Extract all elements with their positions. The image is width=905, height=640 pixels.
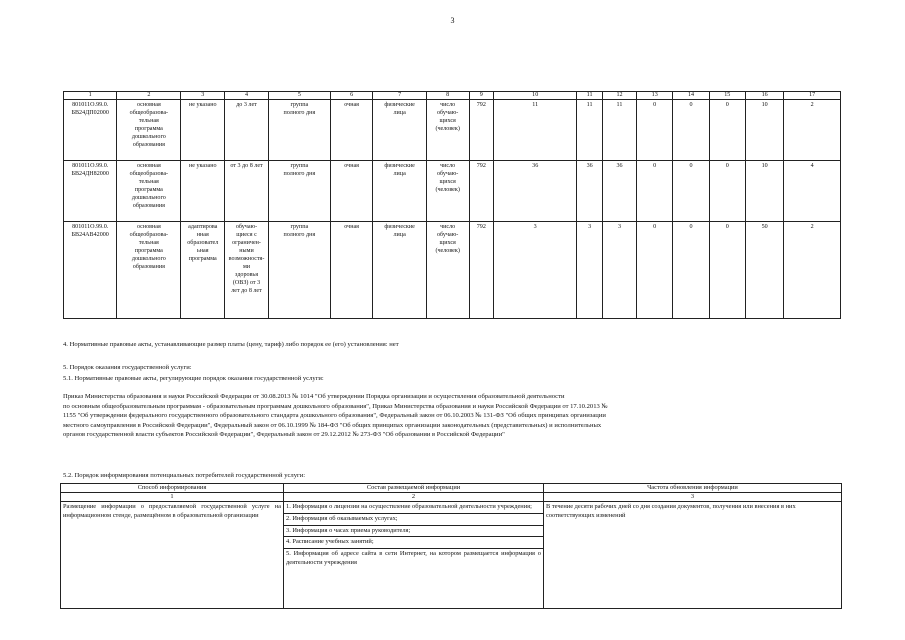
cell-line: полного дня <box>283 232 316 238</box>
cell-line: образовател <box>187 240 219 246</box>
cell-line: БВ24АВ42000 <box>71 232 109 238</box>
cell-line: образования <box>132 264 165 270</box>
legal-line: 1155 "Об утверждении федерального государственного образовательного стандарта дошкольного образования", Федеральный закон от 06.10.2003 № 131-ФЗ "Об общих принципах организации <box>63 412 606 419</box>
cell-line: основная <box>136 163 161 169</box>
cell-line: ными <box>239 248 254 254</box>
value-cell: 0 <box>709 161 745 222</box>
cell-line: обучаю- <box>437 232 459 238</box>
column-number: 16 <box>745 92 783 100</box>
cell-line: физические <box>384 163 415 169</box>
deviation-value-cell: 4 <box>784 161 841 222</box>
indicator-name-cell <box>426 222 469 319</box>
cell-line: не указано <box>189 163 217 169</box>
cell-line: общеобразова- <box>129 171 169 177</box>
cell-line: (человек) <box>435 248 460 254</box>
value-cell: 11 <box>577 100 603 161</box>
column-number: 10 <box>494 92 577 100</box>
deviation-value-cell: 2 <box>784 222 841 319</box>
list-item: 5. Информация об адресе сайта в сети Интернет, на котором размещается информация о деятельности учреждения <box>286 550 541 566</box>
cell-line: программа <box>134 248 163 254</box>
column-number: 13 <box>637 92 673 100</box>
section-5-title: 5. Порядок оказания государственной услуги: <box>63 364 192 371</box>
header-method: Способ информирования <box>61 484 284 493</box>
cell-line: лица <box>393 110 406 116</box>
deviation-percent-cell: 10 <box>745 100 783 161</box>
value-cell: 3 <box>602 222 636 319</box>
value-cell: 36 <box>602 161 636 222</box>
section-5-1-title: 5.1. Нормативные правовые акты, регулирующие порядок оказания государственной услуги: <box>63 375 324 382</box>
cell-line: до 3 лет <box>236 102 257 108</box>
frequency-cell: В течение десяти рабочих дней со дня создания документов, получения или внесения в них соответствующих изменений <box>544 502 842 609</box>
column-number: 5 <box>268 92 330 100</box>
value-cell: 0 <box>637 161 673 222</box>
value-cell: 0 <box>709 222 745 319</box>
value-cell: 0 <box>673 222 709 319</box>
legal-acts-text <box>63 392 843 440</box>
cell-line: тельная <box>138 179 159 185</box>
column-number: 17 <box>784 92 841 100</box>
cell-line: БВ24ДП02000 <box>71 110 109 116</box>
registry-code-cell <box>64 161 117 222</box>
cell-line: (человек) <box>435 126 460 132</box>
cell-line: здоровья <box>235 272 259 278</box>
list-item: 1. Информация о лицензии на осуществление образовательной деятельности учреждения; <box>284 502 543 514</box>
cell-line: ьная <box>196 248 209 254</box>
program-cell <box>117 100 181 161</box>
column-number: 8 <box>426 92 469 100</box>
cell-line: число <box>440 102 456 108</box>
registry-code-cell <box>64 100 117 161</box>
cell-line: лет до 8 лет <box>231 288 262 294</box>
cell-line: программа <box>134 126 163 132</box>
column-number: 11 <box>577 92 603 100</box>
cell-line: очная <box>344 224 359 230</box>
value-cell: 0 <box>673 100 709 161</box>
cell-line: группа <box>290 163 309 169</box>
form-cell <box>330 161 373 222</box>
deviation-percent-cell: 50 <box>745 222 783 319</box>
indicator-name-cell <box>426 161 469 222</box>
consumer-cell <box>373 222 426 319</box>
legal-line: Приказ Министерства образования и науки Российской Федерации от 30.08.2013 № 1014 "Об утверждении Порядка организации и осуществления образовательной деятельности <box>63 393 565 400</box>
cell-line: общеобразова- <box>129 110 169 116</box>
list-item: 4. Расписание учебных занятий; <box>284 537 543 549</box>
cell-line: обучаю- <box>235 224 258 230</box>
column-number: 2 <box>117 92 181 100</box>
table-header-row <box>61 484 842 493</box>
col-number: 3 <box>544 493 842 502</box>
content-cell <box>284 502 544 609</box>
value-cell: 3 <box>494 222 577 319</box>
cell-line: нная <box>196 232 209 238</box>
cell-line: физические <box>384 224 415 230</box>
program-cell <box>117 222 181 319</box>
column-number: 1 <box>64 92 117 100</box>
cell-line: физические <box>384 102 415 108</box>
list-item: 3. Информация о часах приема руководителя; <box>284 526 543 538</box>
cell-line: программа <box>188 256 217 262</box>
column-number: 12 <box>602 92 636 100</box>
deviation-percent-cell: 10 <box>745 161 783 222</box>
form-cell <box>330 100 373 161</box>
cell-line: полного дня <box>283 110 316 116</box>
cell-line: дошкольного <box>131 256 166 262</box>
cell-line: дошкольного <box>131 195 166 201</box>
deviation-value-cell: 2 <box>784 100 841 161</box>
column-number: 6 <box>330 92 373 100</box>
cell-line: дошкольного <box>131 134 166 140</box>
cell-line: тельная <box>138 118 159 124</box>
cell-line: щихся <box>439 240 456 246</box>
service-volume-table <box>63 91 841 319</box>
table-row <box>64 222 841 319</box>
column-number: 4 <box>225 92 269 100</box>
cell-line: ограничен- <box>232 240 261 246</box>
cell-line: полного дня <box>283 171 316 177</box>
cell-line: 801011О.99.0. <box>72 224 109 230</box>
col-number: 2 <box>284 493 544 502</box>
cell-line: (ОВЗ) от 3 <box>232 280 261 286</box>
section-5-2-title: 5.2. Порядок информирования потенциальных потребителей государственной услуги: <box>63 472 306 479</box>
cell-line: основная <box>136 224 161 230</box>
table-header-row <box>64 92 841 100</box>
cell-line: число <box>440 224 456 230</box>
table-row <box>61 502 842 609</box>
unit-code-cell: 792 <box>469 161 494 222</box>
value-cell: 3 <box>577 222 603 319</box>
cell-line: щиеся с <box>236 232 257 238</box>
stay-mode-cell <box>268 100 330 161</box>
section-4-text: 4. Нормативные правовые акты, устанавливающие размер платы (цену, тариф) либо порядок ее (его) установления: нет <box>63 341 399 348</box>
legal-line: органов государственной власти субъектов Российской Федерации", Федеральный закон от 29.12.2012 № 273-ФЗ "Об образовании в Российской Федерации" <box>63 431 505 438</box>
cell-line: образования <box>132 203 165 209</box>
column-number: 3 <box>181 92 225 100</box>
column-number: 15 <box>709 92 745 100</box>
cell-line: тельная <box>138 240 159 246</box>
cell-line: от 3 до 8 лет <box>230 163 263 169</box>
legal-line: местного самоуправления в Российской Федерации", Федеральный закон от 06.10.1999 № 184-ФЗ "Об общих принципах организации законодательных (представительных) и исполнительных <box>63 421 602 429</box>
value-cell: 0 <box>637 222 673 319</box>
cell-line: ми <box>242 264 251 270</box>
cell-line: группа <box>290 224 309 230</box>
age-category-cell <box>225 161 269 222</box>
cell-line: образования <box>132 142 165 148</box>
method-cell: Размещение информации о предоставляемой государственной услуге на информационном стенде, размещённом в образовательной организации <box>61 502 284 609</box>
page-number: 3 <box>450 16 455 25</box>
stay-mode-cell <box>268 161 330 222</box>
indicator-name-cell <box>426 100 469 161</box>
cell-line: программа <box>134 187 163 193</box>
value-cell: 11 <box>602 100 636 161</box>
cell-line: обучаю- <box>437 171 459 177</box>
list-item: 2. Информация об оказываемых услугах; <box>284 514 543 526</box>
value-cell: 0 <box>709 100 745 161</box>
table-row <box>64 100 841 161</box>
program-type-cell <box>181 222 225 319</box>
header-frequency: Частота обновления информации <box>544 484 842 493</box>
cell-line: 801011О.99.0. <box>72 102 109 108</box>
value-cell: 36 <box>577 161 603 222</box>
cell-line: очная <box>344 102 359 108</box>
unit-code-cell: 792 <box>469 222 494 319</box>
header-content: Состав размещаемой информации <box>284 484 544 493</box>
cell-line: адаптирова <box>188 224 218 230</box>
column-number: 9 <box>469 92 494 100</box>
table-row <box>64 161 841 222</box>
cell-line: 801011О.99.0. <box>72 163 109 169</box>
cell-line: группа <box>290 102 309 108</box>
legal-line: по основным общеобразовательным программам - образовательным программам дошкольного образования", Приказ Министерства образования и науки Российской Федерации от 17.10.2013 № <box>63 402 608 410</box>
column-number: 14 <box>673 92 709 100</box>
cell-line: не указано <box>189 102 217 108</box>
value-cell: 0 <box>673 161 709 222</box>
column-number: 7 <box>373 92 426 100</box>
cell-line: очная <box>344 163 359 169</box>
age-category-cell <box>225 222 269 319</box>
cell-line: щихся <box>439 179 456 185</box>
program-cell <box>117 161 181 222</box>
value-cell: 36 <box>494 161 577 222</box>
informing-table <box>60 483 842 609</box>
cell-line: лица <box>393 232 406 238</box>
unit-code-cell: 792 <box>469 100 494 161</box>
consumer-cell <box>373 100 426 161</box>
cell-line: обучаю- <box>437 110 459 116</box>
value-cell: 11 <box>494 100 577 161</box>
stay-mode-cell <box>268 222 330 319</box>
cell-line: основная <box>136 102 161 108</box>
consumer-cell <box>373 161 426 222</box>
col-number: 1 <box>61 493 284 502</box>
cell-line: общеобразова- <box>129 232 169 238</box>
table-number-row <box>61 493 842 502</box>
cell-line: возможностя- <box>228 256 265 262</box>
program-type-cell <box>181 100 225 161</box>
cell-line: щихся <box>439 118 456 124</box>
value-cell: 0 <box>637 100 673 161</box>
cell-line: (человек) <box>435 187 460 193</box>
registry-code-cell <box>64 222 117 319</box>
form-cell <box>330 222 373 319</box>
cell-line: число <box>440 163 456 169</box>
cell-line: БВ24ДН82000 <box>71 171 109 177</box>
cell-line: лица <box>393 171 406 177</box>
program-type-cell <box>181 161 225 222</box>
age-category-cell <box>225 100 269 161</box>
